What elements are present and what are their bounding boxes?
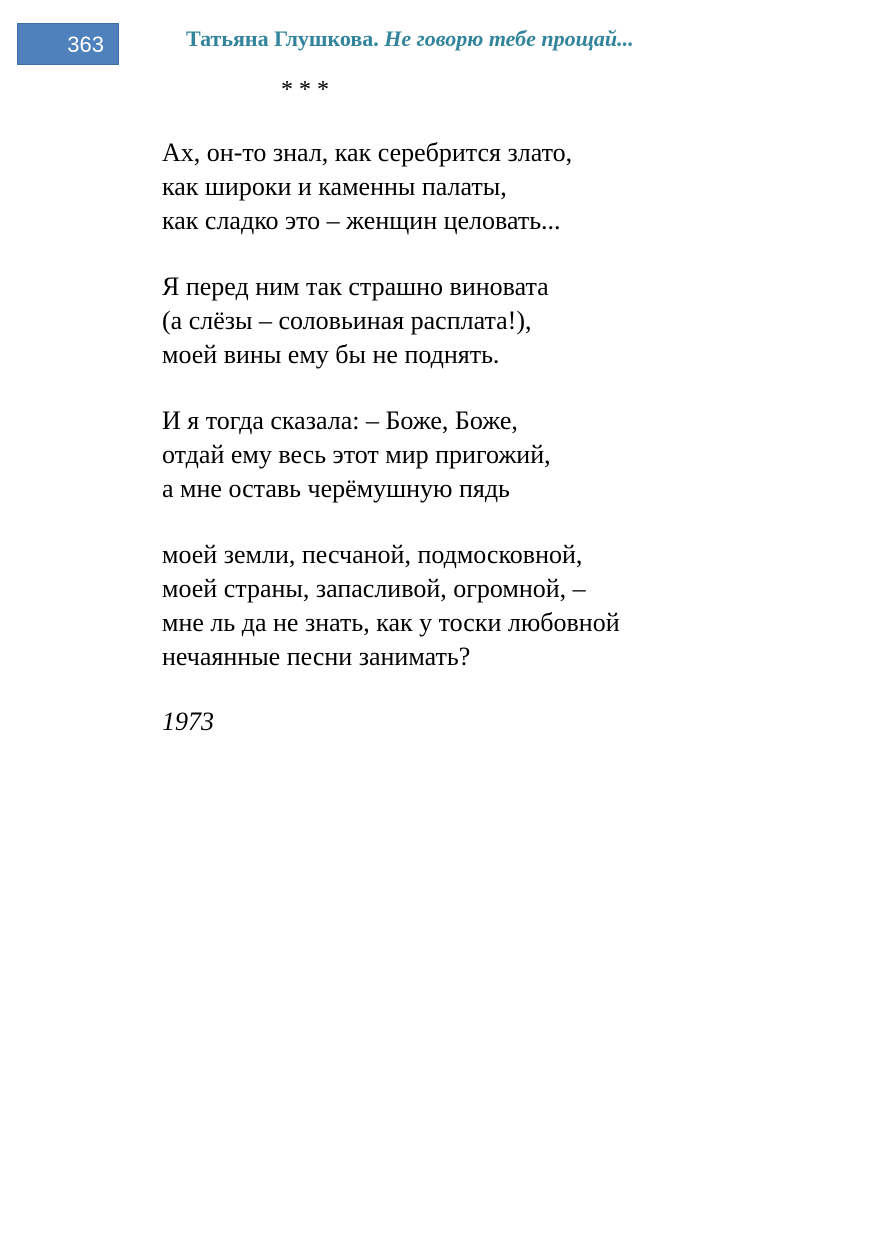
poem-body: [162, 136, 620, 674]
poem-line: как широки и каменны палаты,: [162, 172, 507, 201]
poem-line: моей земли, песчаной, подмосковной,: [162, 540, 583, 569]
poem-year: 1973: [162, 707, 214, 736]
poem-line: как сладко это – женщин целовать...: [162, 206, 561, 235]
poem-line: нечаянные песни занимать?: [162, 642, 471, 671]
poem-line: Я перед ним так страшно виновата: [162, 272, 549, 301]
header-book-title: Не говорю тебе прощай...: [384, 26, 634, 51]
header-author: Татьяна Глушкова.: [186, 26, 379, 51]
stanza-2: [162, 270, 620, 372]
poem-line: моей вины ему бы не поднять.: [162, 340, 500, 369]
poem-line: Ах, он-то знал, как серебрится злато,: [162, 138, 573, 167]
poem-line: моей страны, запасливой, огромной, –: [162, 574, 586, 603]
stanza-4: [162, 538, 620, 674]
page-number: 363: [67, 32, 104, 57]
running-header: [186, 25, 634, 53]
poem-line: а мне оставь черёмушную пядь: [162, 474, 510, 503]
stanza-3: [162, 404, 620, 506]
stanza-1: [162, 136, 620, 238]
poem-line: мне ль да не знать, как у тоски любовной: [162, 608, 620, 637]
page-number-box: [17, 23, 119, 65]
poem-line: отдай ему весь этот мир пригожий,: [162, 440, 551, 469]
poem-separator: * * *: [281, 77, 329, 103]
poem-line: И я тогда сказала: – Боже, Боже,: [162, 406, 518, 435]
poem-line: (а слёзы – соловьиная расплата!),: [162, 306, 532, 335]
